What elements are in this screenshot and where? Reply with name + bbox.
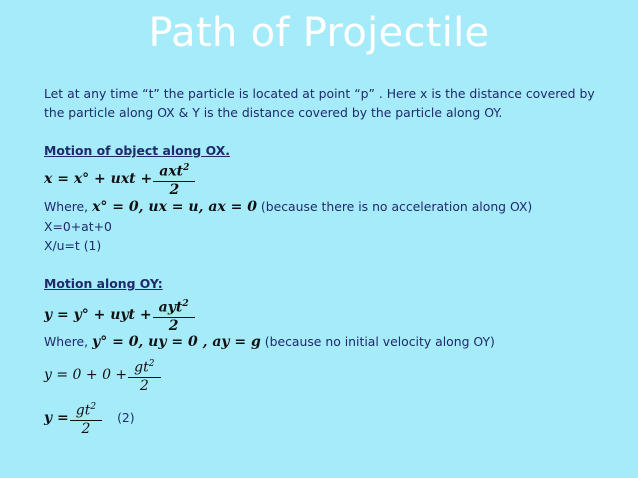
where-ox-note: (because there is no acceleration along OX) — [260, 199, 533, 214]
equation-y3-fraction: $\frac{gt^2}{2}$ — [73, 399, 99, 437]
equation-y2-numerator: gt — [134, 359, 149, 376]
equation-y-substituted — [44, 356, 158, 394]
heading-motion-ox: Motion of object along OX. — [44, 143, 230, 158]
equation-label-2: (2) — [117, 410, 135, 426]
equation-y-numerator: ayt — [158, 299, 183, 316]
equation-x-fraction: $\frac{axt^2}{2}$ — [156, 160, 192, 198]
where-oy-math: y° = 0, uy = 0 , ay = g — [92, 334, 261, 350]
where-oy-note: (because no initial velocity along OY) — [264, 334, 495, 349]
equation-y2-denominator: 2 — [128, 377, 160, 394]
ox-step-line-2: X/u=t (1) — [44, 238, 102, 253]
where-ox-line — [44, 199, 532, 215]
where-ox-prefix: Where, — [44, 199, 89, 214]
equation-y3-lhs: y = — [44, 409, 69, 426]
ox-step-line-1: X=0+at+0 — [44, 219, 112, 234]
equation-x-numerator: axt — [159, 163, 184, 180]
equation-y-fraction: $\frac{ayt^2}{2}$ — [156, 296, 192, 334]
equation-y3-numerator: gt — [75, 402, 91, 419]
equation-y2-fraction: $\frac{gt^2}{2}$ — [131, 356, 157, 394]
intro-paragraph: Let at any time “t” the particle is located at point “p” . Here x is the distance covered by the particle along OX & Y is the distance covered by the particle along OY. — [44, 86, 595, 120]
slide-title: Path of Projectile — [148, 10, 490, 56]
where-ox-math: x° = 0, ux = u, ax = 0 — [92, 199, 257, 215]
equation-y-motion — [44, 296, 192, 334]
equation-y-lhs: y = y° + uyt + — [44, 306, 152, 323]
equation-x-denominator: 2 — [153, 181, 195, 198]
where-oy-prefix: Where, — [44, 334, 89, 349]
equation-y-denominator: 2 — [153, 317, 195, 334]
equation-y-final — [44, 399, 135, 437]
equation-y3-denominator: 2 — [70, 420, 102, 437]
equation-x-motion — [44, 160, 192, 198]
equation-x-lhs: x = x° + uxt + — [44, 170, 153, 187]
equation-y2-lhs: y = 0 + 0 + — [44, 366, 128, 383]
where-oy-line — [44, 334, 495, 350]
heading-motion-oy: Motion along OY: — [44, 276, 163, 291]
